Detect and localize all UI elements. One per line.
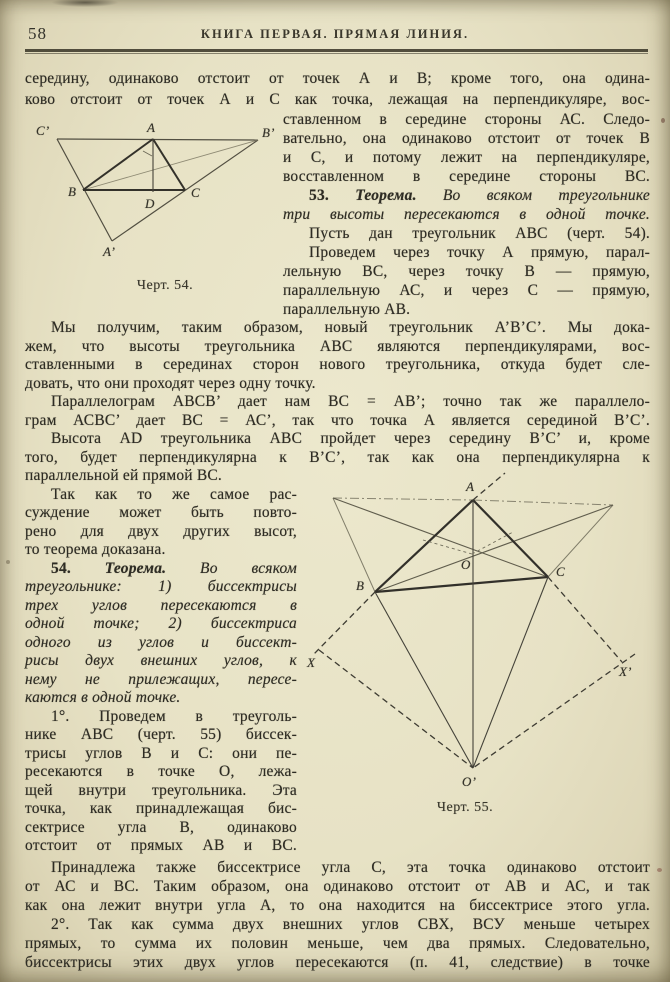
figure-55 (305, 466, 650, 858)
text-segment: 1°. Проведем в треуголь- (51, 707, 297, 725)
text-segment: нему не прилежащих, пересе- (25, 670, 297, 688)
text-line (25, 375, 650, 394)
text-segment: Так как то же самое рас- (51, 485, 297, 503)
figure-54-caption: Черт. 54. (136, 278, 194, 293)
text-segment: Принадлежа также биссектрисе угла С, эта точка одинаково отстоит (51, 858, 650, 876)
text-segment: как она лежит внутри угла А, то она находится на биссектрисе этого угла. (25, 896, 650, 914)
text-segment: одного из углов и биссект- (25, 633, 297, 651)
text-line (25, 89, 650, 110)
fig54-label-c: C (191, 185, 200, 200)
text-segment: того, будет перпендикулярна к В’С’, так как она перпендикулярна к (25, 448, 650, 466)
figure-54 (25, 110, 275, 319)
text-line (25, 338, 650, 357)
text-segment: трисы углов В и С: они пе- (25, 744, 297, 762)
fig54-label-b: B (68, 184, 77, 199)
text-segment: одной точке; 2) биссектриса (25, 615, 297, 632)
text-segment: параллельную АВ. (283, 301, 411, 318)
text-segment: нике АВС (черт. 55) биссек- (25, 726, 297, 743)
text-segment: каются в одной точке. (25, 689, 181, 706)
section-theorem-54 (25, 478, 650, 856)
text-segment: то теорема доказана. (25, 541, 166, 558)
fig54-label-a-prime: A’ (103, 244, 116, 259)
text-segment: лельную ВС, через точку В — прямую, (283, 263, 650, 280)
figure-54-drawing (28, 120, 278, 270)
section-theorem-53 (25, 110, 650, 319)
fig55-label-x: X (307, 654, 316, 670)
text-segment: вательно, она одинаково отстоит от точек В (283, 130, 650, 147)
text-segment: отстоит от прямых АВ и ВС. (25, 837, 297, 854)
text-segment: 2°. Так как сумма двух внешних углов СВХ, ВСУ меньше четырех (51, 915, 650, 933)
text-segment: жем, что высоты треугольника АВС являются перпендикулярами, вос- (25, 337, 650, 355)
text-segment: три высоты пересекаются в одной точке. (283, 206, 650, 223)
text-segment: Теорема. (355, 187, 443, 204)
text-segment: Теорема. (104, 559, 201, 577)
scan-speck (657, 868, 662, 872)
text-segment: середину, одинаково отстоит от точек А и В; кроме того, она одина- (25, 70, 650, 87)
text-segment: рисы двух внешних углов, к (25, 652, 297, 669)
text-line (25, 319, 650, 338)
text-segment: треугольнике: 1) биссектрисы (25, 578, 297, 595)
scan-speck (6, 560, 10, 564)
text-line (25, 412, 650, 431)
page-content (0, 54, 670, 972)
text-segment: суждение может быть повто- (25, 504, 297, 521)
text-segment: Проведем через точку А прямую, парал- (309, 244, 650, 261)
page-header (0, 0, 670, 44)
text-line (25, 858, 650, 877)
fig54-label-d: D (145, 196, 155, 211)
text-segment: щей внутри треугольника. Эта (25, 781, 297, 799)
text-segment: прямых, то сумма их половин меньше, чем два прямых. Следовательно, (25, 934, 650, 952)
fig55-label-b: B (356, 577, 365, 593)
text-segment: 53. (309, 187, 356, 204)
text-segment: восставленном в середине стороны ВС. (283, 168, 650, 185)
text-segment: ставленном в середине стороны АС. Следо- (283, 111, 650, 128)
text-line (25, 430, 650, 449)
fig55-label-x-prime: X’ (619, 663, 632, 679)
text-line (25, 915, 650, 934)
scan-speck (661, 118, 665, 123)
fig55-label-a: A (466, 478, 475, 494)
text-segment: и С, и потому лежит на перпендикуляре, (283, 149, 650, 166)
text-line (25, 393, 650, 412)
text-segment: 54. (51, 559, 105, 577)
text-line (25, 953, 650, 972)
text-segment: ресекаются в точке О, лежа- (25, 763, 297, 780)
text-line (25, 934, 650, 953)
text-segment: точка, как принадлежащая бис- (25, 800, 297, 817)
text-segment: Пусть дан треугольник АВС (черт. 54). (309, 225, 650, 242)
text-segment: Мы получим, таким образом, новый треугольник А’В’С’. Мы дока- (51, 319, 650, 336)
text-segment: трех углов пересекаются в (25, 596, 297, 614)
text-segment: параллельной ей прямой ВС. (25, 467, 223, 484)
text-segment: грам АСВС’ дает ВС = АС’, так что точка А является серединой В’С’. (25, 411, 650, 429)
text-segment: Во всяком (200, 559, 297, 577)
fig54-label-b-prime: B’ (262, 125, 275, 140)
text-segment: ставленными в серединах сторон нового треугольника, откуда будет сле- (25, 356, 650, 373)
text-line (25, 449, 650, 468)
text-segment: Параллелограм АВСВ’ дает нам ВС = АВ’; точно так же параллело- (51, 393, 650, 410)
fig54-label-c-prime: C’ (36, 123, 50, 138)
text-segment: довать, что они проходят через одну точку. (25, 374, 316, 392)
paragraphs-bottom (25, 858, 650, 972)
text-segment: Во всяком треугольнике (442, 187, 650, 204)
paragraph-continuation (25, 68, 650, 110)
fig55-label-o: O (461, 556, 471, 572)
text-segment: параллельную АС, и через С — прямую, (283, 282, 650, 299)
text-line (25, 68, 650, 89)
text-segment: рено для двух других высот, (25, 522, 297, 540)
text-line (25, 356, 650, 375)
fig55-label-c: C (556, 563, 565, 579)
text-line (25, 896, 650, 915)
text-segment: ково отстоит от точек А и С как точка, лежащая на перпендикуляре, вос- (25, 91, 650, 108)
text-segment: сектрисе угла В, одинаково (25, 818, 297, 836)
text-segment: Высота AD треугольника АВС пройдет через середину В’С’ и, кроме (51, 430, 650, 447)
figure-55-caption: Черт. 55. (436, 799, 494, 815)
figure-55-drawing (305, 466, 650, 796)
fig55-label-o-prime: O’ (462, 773, 477, 789)
text-segment: биссектрисы этих двух углов пересекаются (п. 41, следствие) в точке (25, 953, 650, 971)
fig54-label-a: A (147, 120, 156, 135)
paragraphs-middle (25, 319, 650, 486)
text-line (25, 877, 650, 896)
text-segment: от АС и ВС. Таким образом, она одинаково отстоит от АВ и АС, и так (25, 877, 650, 895)
running-title: КНИГА ПЕРВАЯ. ПРЯМАЯ ЛИНИЯ. (200, 27, 470, 41)
page-number: 58 (28, 24, 47, 43)
